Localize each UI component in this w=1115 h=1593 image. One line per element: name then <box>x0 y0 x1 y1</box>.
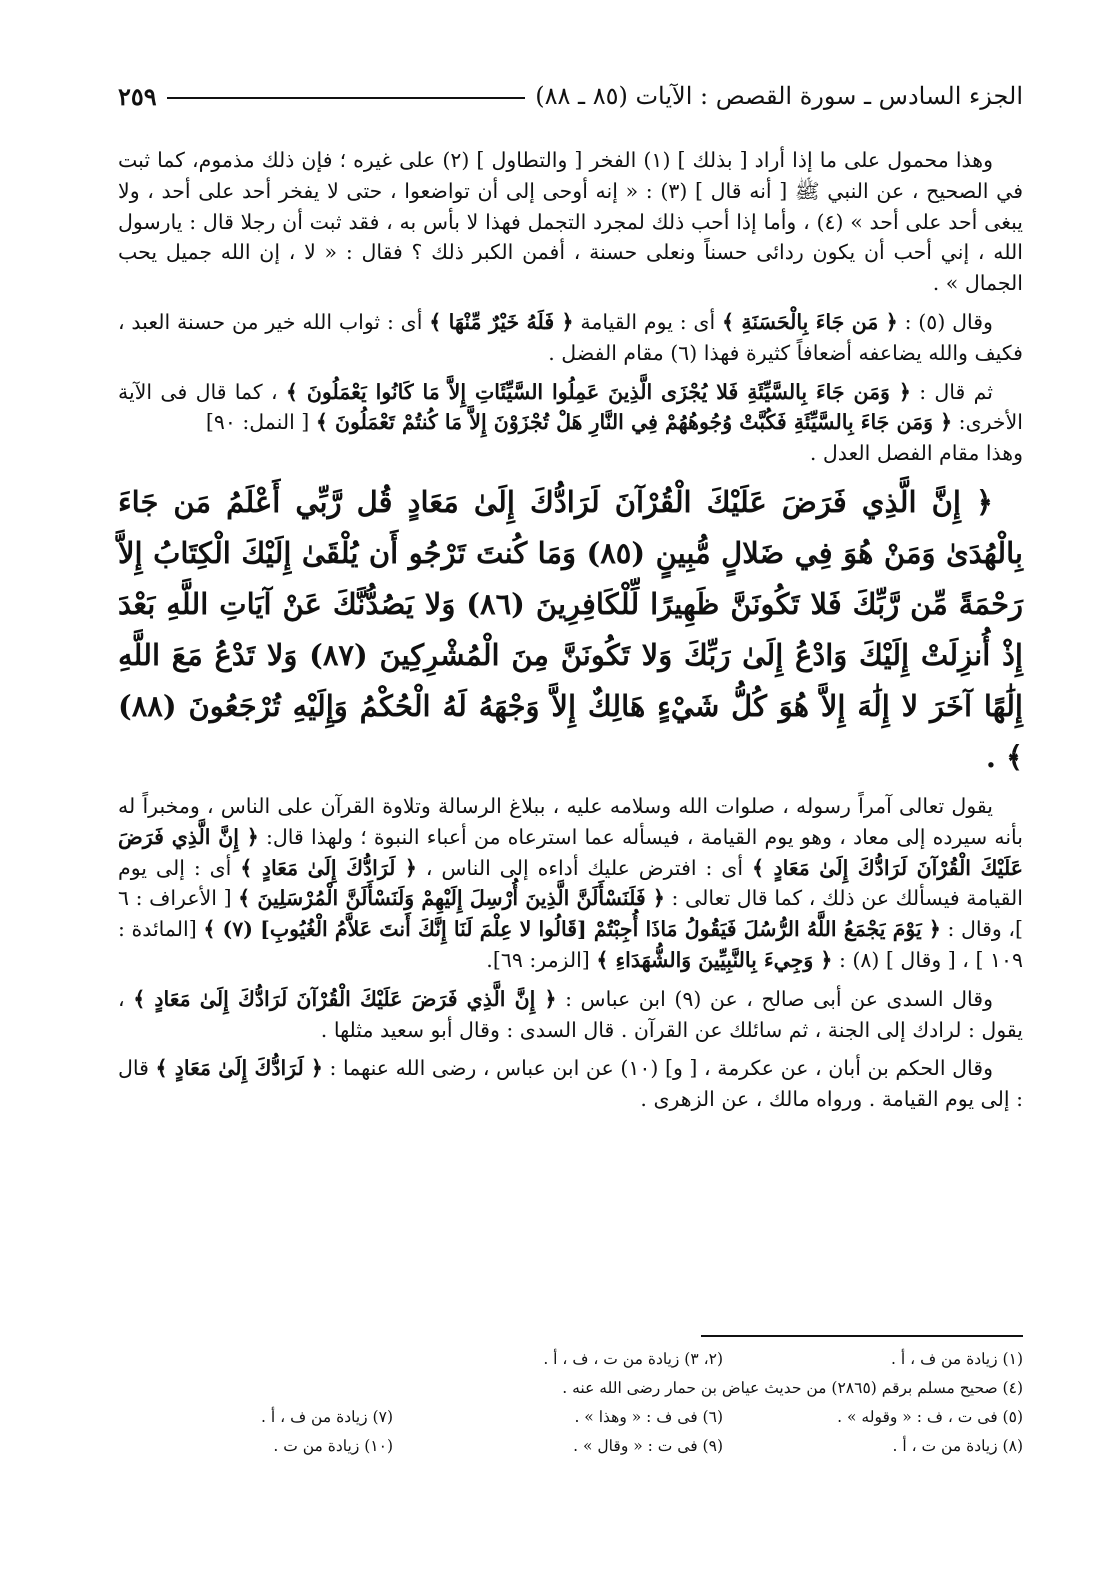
quran-quote: ﴿ وَمَن جَاءَ بِالسَّيِّئَةِ فَلا يُجْزَى الَّذِينَ عَمِلُوا السَّيِّئَاتِ إِلاَّ مَا كَانُوا يَعْمَلُونَ ﴾ <box>285 379 911 404</box>
text-run: ، يقول : لرادك إلى الجنة ، ثم سائلك عن القرآن . قال السدى : وقال أبو سعيد مثلها . <box>118 986 1023 1042</box>
quran-quote: ﴿ فَلَهُ خَيْرٌ مِّنْهَا ﴾ <box>429 309 574 334</box>
text-run: وهذا مقام الفصل العدل . <box>809 441 1023 466</box>
footnote-row <box>118 1432 1023 1461</box>
footnote-rule <box>701 1335 1023 1337</box>
text-run: يقول تعالى آمراً رسوله ، صلوات الله وسلامه عليه ، ببلاغ الرسالة وتلاوة القرآن على الناس ، ومخبراً له بأنه سيرده إلى معاد ، وهو يوم القيامة ، فيسأله عما استرعاه من أعباء النبوة ؛ ولهذا قال: <box>118 793 1023 849</box>
text-run: قال : إلى يوم القيامة . ورواه مالك ، عن الزهرى . <box>118 1056 1023 1112</box>
quran-quote: ﴿ إِنَّ الَّذِي فَرَضَ عَلَيْكَ الْقُرْآنَ لَرَادُّكَ إِلَىٰ مَعَادٍ ﴾ <box>133 986 557 1011</box>
text-run: أى : افترض عليك أداءه إلى الناس ، <box>425 855 744 880</box>
quran-quote: ﴿ فَلَنَسْأَلَنَّ الَّذِينَ أُرْسِلَ إِلَيْهِمْ وَلَنَسْأَلَنَّ الْمُرْسَلِينَ ﴾ <box>238 886 665 911</box>
paragraph-5 <box>118 984 1023 1046</box>
quran-quote: ﴿ وَجِيءَ بِالنَّبِيِّينَ وَالشُّهَدَاءِ ﴾ <box>596 947 833 972</box>
text-run: ، كما قال فى الآية الأخرى: <box>118 379 1023 435</box>
quran-verse-block: ﴿ إِنَّ الَّذِي فَرَضَ عَلَيْكَ الْقُرْآنَ لَرَادُّكَ إِلَىٰ مَعَادٍ قُل رَّبِّي أَعْلَمُ مَن جَاءَ بِالْهُدَىٰ وَمَنْ هُوَ فِي ضَلالٍ مُّبِينٍ (٨٥) وَمَا كُنتَ تَرْجُو أَن يُلْقَىٰ إِلَيْكَ الْكِتَابُ إِلاَّ رَحْمَةً مِّن رَّبِّكَ فَلا تَكُونَنَّ ظَهِيرًا لِّلْكَافِرِينَ (٨٦) وَلا يَصُدُّنَّكَ عَنْ آيَاتِ اللَّهِ بَعْدَ إِذْ أُنزِلَتْ إِلَيْكَ وَادْعُ إِلَىٰ رَبِّكَ وَلا تَكُونَنَّ مِنَ الْمُشْرِكِينَ (٨٧) وَلا تَدْعُ مَعَ اللَّهِ إِلَٰهًا آخَرَ لا إِلَٰهَ إِلاَّ هُوَ كُلُّ شَيْءٍ هَالِكٌ إِلاَّ وَجْهَهُ لَهُ الْحُكْمُ وَإِلَيْهِ تُرْجَعُونَ (٨٨) ﴾ . <box>118 484 1023 774</box>
text-run: أى : يوم القيامة <box>580 309 716 334</box>
text-run: وقال الحكم بن أبان ، عن عكرمة ، [ و] (١٠) عن ابن عباس ، رضى الله عنهما : <box>329 1056 993 1081</box>
page-header <box>118 78 1023 114</box>
paragraph-1: وهذا محمول على ما إذا أراد [ بذلك ] (١) الفخر [ والتطاول ] (٢) على غيره ؛ فإن ذلك مذموم، كما ثبت في الصحيح ، عن النبي ﷺ [ أنه قال ] (٣) : « إنه أوحى إلى أن تواضعوا ، حتى لا يفخر أحد على أحد ، ولا يبغى أحد على أحد » (٤) ، وأما إذا أحب ذلك لمجرد التجمل فهذا لا بأس به ، فقد ثبت أن رجلا قال : يارسول الله ، إني أحب أن يكون ردائى حسناً ونعلى حسنة ، أفمن الكبر ذلك ؟ فقال : « لا ، إن الله جميل يحب الجمال » . <box>118 148 1023 296</box>
footnote-row <box>118 1374 1023 1403</box>
footnotes <box>118 1335 1023 1461</box>
quran-quote: ﴿ مَن جَاءَ بِالْحَسَنَةِ ﴾ <box>721 309 898 334</box>
paragraph-3 <box>118 377 1023 469</box>
header-rule <box>167 97 526 99</box>
text-run: وقال السدى عن أبى صالح ، عن (٩) ابن عباس : <box>565 986 993 1011</box>
quran-quote: ﴿ وَمَن جَاءَ بِالسَّيِّئَةِ فَكُبَّتْ وُجُوهُهُمْ فِي النَّارِ هَلْ تُجْزَوْنَ إِلاَّ مَا كُنتُمْ تَعْمَلُونَ ﴾ <box>315 410 953 435</box>
page-body <box>118 145 1023 1123</box>
footnote-row <box>118 1403 1023 1432</box>
paragraph-6 <box>118 1053 1023 1115</box>
footnote-1: (١) زيادة من ف ، أ . <box>891 1350 1023 1368</box>
quran-quote: ﴿ يَوْمَ يَجْمَعُ اللَّهُ الرُّسُلَ فَيَقُولُ مَاذَا أُجِبْتُمْ [قَالُوا لا عِلْمَ لَنَا إِنَّكَ أَنتَ عَلاَّمُ الْغُيُوبِ] (٧) ﴾ <box>203 917 941 942</box>
page-number: ٢٥٩ <box>118 81 157 111</box>
text-run: أى : ثواب الله خير من حسنة العبد ، فكيف والله يضاعفه أضعافاً كثيرة فهذا (٦) مقام الفضل . <box>118 309 1023 365</box>
paragraph-2 <box>118 307 1023 369</box>
footnote-10: (١٠) زيادة من ت . <box>273 1437 393 1455</box>
quran-quote: ﴿ إِنَّ الَّذِي فَرَضَ عَلَيْكَ الْقُرْآنَ لَرَادُّكَ إِلَىٰ مَعَادٍ ﴾ <box>118 824 1023 880</box>
footnote-4: (٤) صحيح مسلم برقم (٢٨٦٥) من حديث عياض بن حمار رضى الله عنه . <box>562 1379 1023 1397</box>
footnote-9: (٩) فى ت : « وقال » . <box>573 1437 723 1455</box>
quran-quote: ﴿ لَرَادُّكَ إِلَىٰ مَعَادٍ ﴾ <box>240 855 417 880</box>
quran-quote: ﴿ لَرَادُّكَ إِلَىٰ مَعَادٍ ﴾ <box>155 1056 323 1081</box>
citation: [ النمل: ٩٠] <box>205 410 310 435</box>
text-run: وقال (٥) : <box>904 309 993 334</box>
footnote-5: (٥) فى ت ، ف : « وقوله » . <box>837 1408 1023 1426</box>
paragraph-4 <box>118 791 1023 976</box>
footnote-row <box>118 1345 1023 1374</box>
footnote-8: (٨) زيادة من ت ، أ . <box>892 1437 1023 1455</box>
text-run: أى : إلى يوم القيامة فيسألك عن ذلك ، كما قال تعالى : <box>118 855 1023 911</box>
footnote-7: (٧) زيادة من ف ، أ . <box>261 1408 393 1426</box>
text-run: ثم قال : <box>919 379 993 404</box>
running-title: الجزء السادس ـ سورة القصص : الآيات (٨٥ ـ ٨٨) <box>535 82 1023 110</box>
citation: [ الأعراف : ٦ ]، وقال : <box>118 886 1023 942</box>
citation: [المائدة : ١٠٩ ] ، [ وقال ] (٨) : <box>118 917 1023 972</box>
citation: [الزمر: ٦٩]. <box>486 947 590 972</box>
footnote-6: (٦) فى ف : « وهذا » . <box>574 1408 723 1426</box>
footnote-2-3: (٢، ٣) زيادة من ت ، ف ، أ . <box>543 1350 723 1368</box>
